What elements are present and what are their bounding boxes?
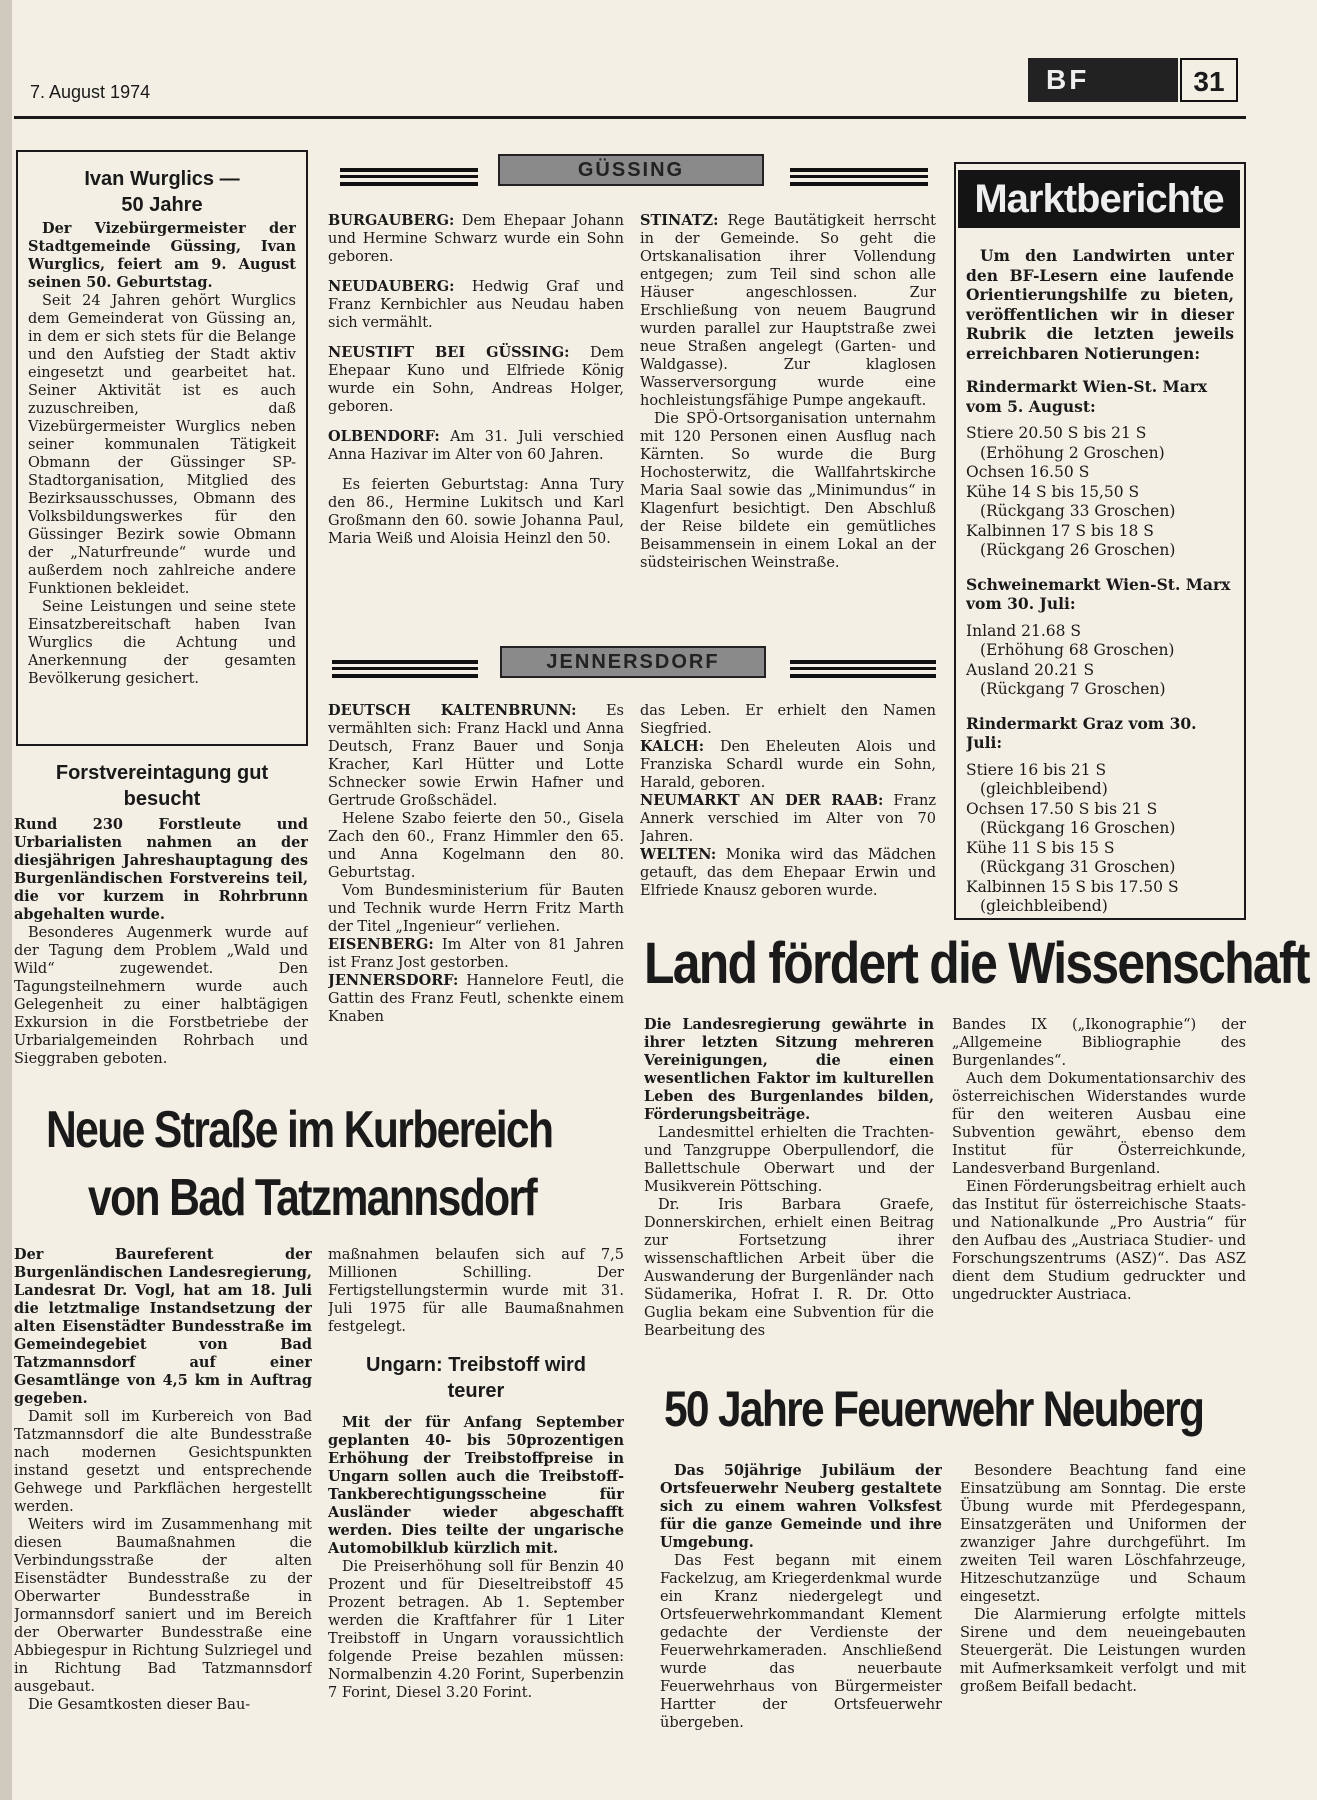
place-name: OLBENDORF: bbox=[328, 428, 440, 445]
place-name: NEUMARKT AN DER RAAB: bbox=[640, 792, 884, 809]
wissenschaft-headline: Land fördert die Wissenschaft bbox=[644, 931, 1309, 996]
guessing-column-2 bbox=[640, 212, 936, 622]
price-line: Ochsen 16.50 S bbox=[966, 463, 1090, 481]
price-change: (Erhöhung 2 Groschen) bbox=[980, 443, 1165, 462]
item-text: Es vermählten sich: Franz Hackl und Anna Deutsch, Franz Bauer und Sonja Kracher, Karl Hütter und Lotte Schnecker sowie Erwin Hafner und Gertrude Großschädel. bbox=[328, 703, 624, 809]
marktberichte-title: Marktberichte bbox=[958, 170, 1240, 228]
wurglics-headline bbox=[20, 166, 304, 218]
jennersdorf-item-neumarkt bbox=[640, 792, 936, 846]
item-text: Dem Ehepaar Kuno und Elfriede König wurde ein Sohn, Andreas Holger, geboren. bbox=[328, 345, 624, 415]
price-line: Stiere 16 bis 21 S bbox=[966, 760, 1107, 779]
ungarn-paragraph: Die Preiserhöhung soll für Benzin 40 Prozent und für Dieseltreibstoff 45 Prozent betragen. Ab 1. September werden die Kraftfahrer für 1 Liter Treibstoff in Ungarn voraussichtlich folgende Preise bezahlen müssen: Normalbenzin 4.20 Forint, Superbenzin 7 Forint, Diesel 3.20 Forint. bbox=[328, 1559, 624, 1701]
ungarn-body bbox=[328, 1414, 624, 1790]
markt-heading: Schweinemarkt Wien-St. Marx vom 30. Juli: bbox=[966, 574, 1231, 613]
strasse-paragraph: Weiters wird im Zusammenhang mit diesen Baumaßnahmen die Verbindungsstraße der alten Eisenstädter Bundesstraße zu der Oberwarter Bundesstraße in Jormannsdorf saniert und im Bereich der Oberwarter Bundesstraße eine Abbiegespur in Richtung Sulzriegel und in Richtung Bad Tatzmannsdorf ausgebaut. bbox=[14, 1517, 312, 1695]
guessing-item-neudauberg bbox=[328, 278, 624, 332]
jennersdorf-item-kalch bbox=[640, 738, 936, 792]
feuerwehr-paragraph: Das Fest begann mit einem Fackelzug, am Kriegerdenkmal wurde ein Kranz niedergelegt und Ortsfeuerwehrkommandant Klement gedachte der Verdienste der Feuerwehrkameraden. Anschließend wurde das neuerbaute Feuerwehrhaus von Bürgermeister Hartter der Ortsfeuerwehr übergeben. bbox=[660, 1553, 942, 1731]
price-change: (gleichbleibend) bbox=[980, 897, 1108, 915]
item-text: Monika wird das Mädchen getauft, das dem Ehepaar Erwin und Elfriede Knausz geboren wurde. bbox=[640, 847, 936, 899]
feuerwehr-column-2 bbox=[960, 1462, 1246, 1782]
feuerwehr-lead: Das 50jährige Jubiläum der Ortsfeuerwehr Neuberg gestaltete sich zu einem wahren Volksfest für die ganze Gemeinde und ihre Umgebung. bbox=[660, 1462, 942, 1551]
feuerwehr-headline: 50 Jahre Feuerwehr Neuberg bbox=[664, 1381, 1204, 1437]
wissenschaft-paragraph: Auch dem Dokumentationsarchiv des österreichischen Widerstandes wurde für den weiteren Ausbau eine Subvention gewährt, ebenso dem Institut für Österreichkunde, Landesverband Burgenland. bbox=[952, 1071, 1246, 1177]
jennersdorf-rule-left bbox=[332, 660, 478, 678]
guessing-item-stinatz bbox=[640, 212, 936, 410]
strasse-lead: Der Baureferent der Burgenländischen Landesregierung, Landesrat Dr. Vogl, hat am 18. Juli die letztmalige Instandsetzung der alten Eisenstädter Bundesstraße im Gemeindegebiet von Bad Tatzmannsdorf auf einer Gesamtlänge von 4,5 km in Auftrag gegeben. bbox=[14, 1246, 312, 1407]
price-change: (Rückgang 16 Groschen) bbox=[980, 819, 1176, 837]
header-rule bbox=[14, 116, 1246, 119]
forst-lead: Rund 230 Forstleute und Urbarialisten nahmen an der diesjährigen Jahreshauptagung des Burgenländischen Forstvereins teil, die vor kurzem in Rohrbrunn abgehalten wurde. bbox=[14, 816, 308, 923]
price-change: (gleichbleibend) bbox=[980, 780, 1108, 798]
issue-date: 7. August 1974 bbox=[30, 82, 151, 102]
guessing-birthdays: Es feierten Geburtstag: Anna Tury den 86., Hermine Lukitsch und Karl Großmann den 60. sowie Johanna Paul, Maria Weiß und Aloisia Heinzl den 50. bbox=[328, 477, 624, 547]
strasse-column-1 bbox=[14, 1246, 312, 1782]
guessing-column-1 bbox=[328, 212, 624, 622]
strasse-paragraph: maßnahmen belaufen sich auf 7,5 Millionen Schilling. Der Fertigstellungstermin wurde mit 31. Juli 1975 für alle Baumaßnahmen festgelegt. bbox=[328, 1247, 624, 1335]
jennersdorf-column-2 bbox=[640, 702, 936, 922]
guessing-item-burgauberg bbox=[328, 212, 624, 266]
price-line: Kühe 14 S bis 15,50 S bbox=[966, 482, 1140, 501]
jennersdorf-item-welten bbox=[640, 846, 936, 900]
place-name: NEUSTIFT BEI GÜSSING: bbox=[328, 344, 570, 361]
jennersdorf-paragraph: Helene Szabo feierte den 50., Gisela Zach den 60., Franz Himmler den 65. und Anna Kogelmann den 80. Geburtstag. bbox=[328, 811, 624, 881]
jennersdorf-column-1 bbox=[328, 702, 624, 1094]
markt-intro: Um den Landwirten unter den BF-Lesern eine laufende Orientierungshilfe zu bieten, veröffentlichen wir in dieser Rubrik die letzten jeweils erreichbaren Notierungen: bbox=[966, 246, 1234, 363]
item-text: Dem Ehepaar Johann und Hermine Schwarz wurde ein Sohn geboren. bbox=[328, 213, 624, 265]
markt-heading: Rindermarkt Graz vom 30. Juli: bbox=[966, 713, 1197, 752]
jennersdorf-paragraph: Vom Bundesministerium für Bauten und Technik wurde Herrn Fritz Marth der Titel „Ingenieur“ verliehen. bbox=[328, 883, 624, 935]
forst-body bbox=[14, 816, 308, 1092]
price-line: Inland 21.68 S bbox=[966, 621, 1082, 640]
place-name: JENNERSDORF: bbox=[328, 972, 459, 989]
section-tag: BF bbox=[1046, 64, 1090, 95]
price-change: (Erhöhung 68 Groschen) bbox=[980, 641, 1175, 659]
item-text: Am 31. Juli verschied Anna Hazivar im Alter von 60 Jahren. bbox=[328, 429, 624, 463]
price-line: Kühe 11 S bis 15 S bbox=[966, 838, 1115, 857]
price-change: (Rückgang 33 Groschen) bbox=[980, 502, 1176, 520]
strasse-headline-line2: von Bad Tatzmannsdorf bbox=[88, 1169, 537, 1227]
markt-heading: Rindermarkt Wien-St. Marx vom 5. August: bbox=[966, 377, 1208, 416]
wurglics-lead: Der Vizebürgermeister der Stadtgemeinde Güssing, Ivan Wurglics, feiert am 9. August seinen 50. Geburtstag. bbox=[28, 220, 296, 291]
place-name: DEUTSCH KALTENBRUNN: bbox=[328, 702, 577, 719]
feuerwehr-paragraph: Besondere Beachtung fand eine Einsatzübung am Sonntag. Die erste Übung wurde mit Pferdegespann, Einsatzgeräten und Uniformen der zwanziger Jahre durchgeführt. Im zweiten Teil waren Löschfahrzeuge, Hitzeschutzanzüge und Schaum eingesetzt. bbox=[960, 1463, 1246, 1605]
strasse-headline-line1: Neue Straße im Kurbereich bbox=[46, 1101, 553, 1159]
wurglics-paragraph: Seit 24 Jahren gehört Wurglics dem Gemeinderat von Güssing an, in dem er sich stets für die Belange und den Aufstieg der Stadt aktiv eingesetzt und gearbeitet hat. Seiner Aktivität ist es auch zuzuschreiben, daß Vizebürgermeister Wurglics neben seiner kommunalen Tätigkeit Obmann der Güssinger SP-Stadtorganisation, Mitglied des Bezirksausschusses, Obmann des Volksbildungswerkes für den Güssinger Bezirk sowie Obmann der „Naturfreunde“ wurde und außerdem noch zahlreiche andere Funktionen bekleidet. bbox=[28, 293, 296, 597]
feuerwehr-paragraph: Die Alarmierung erfolgte mittels Sirene und dem neueingebauten Steuergerät. Die Leistungen wurden mit Aufmerksamkeit verfolgt und mit großem Beifall bedacht. bbox=[960, 1607, 1246, 1695]
strasse-paragraph: Die Gesamtkosten dieser Bau- bbox=[28, 1697, 251, 1713]
item-text: Hedwig Graf und Franz Kernbichler aus Neudau haben sich vermählt. bbox=[328, 279, 624, 331]
guessing-item-neustift bbox=[328, 344, 624, 416]
jennersdorf-item-deutsch-kaltenbrunn bbox=[328, 702, 624, 810]
wissenschaft-column-1 bbox=[644, 1016, 934, 1366]
item-text: Hannelore Feutl, die Gattin des Franz Feutl, schenkte einem Knaben bbox=[328, 973, 624, 1025]
price-line: Stiere 20.50 S bis 21 S bbox=[966, 424, 1147, 442]
forst-headline-line2: besucht bbox=[123, 788, 201, 810]
item-text: Rege Bautätigkeit herrscht in der Gemeinde. So geht die Ortskanalisation ihrer Vollendung entgegen; zum Teil sind schon alle Häuser angeschlossen. Zur Erschließung von neuem Baugrund wurden parallel zur Hauptstraße zwei neue Straßen angelegt (Garten- und Waldgasse). Zur klaglosen Wasserversorgung wurde eine hochleistungsfähige Pumpe angekauft. bbox=[640, 213, 936, 409]
page-edge bbox=[0, 0, 12, 1800]
strasse-paragraph: Damit soll im Kurbereich von Bad Tatzmannsdorf die alte Bundesstraße nach modernen Gesichtspunkten instand gesetzt und entsprechende Gehwege und Parkflächen hergestellt werden. bbox=[14, 1409, 312, 1515]
place-name: KALCH: bbox=[640, 738, 705, 755]
wissenschaft-paragraph: Dr. Iris Barbara Graefe, Donnerskirchen, erhielt einen Beitrag zur Fortsetzung ihrer wissenschaftlichen Arbeit über die Auswanderung der Burgenländer nach Südamerika, Hofrat I. R. Dr. Otto Guglia bekam eine Subvention für die Bearbeitung des bbox=[644, 1197, 934, 1339]
guessing-section-label: GÜSSING bbox=[498, 154, 764, 186]
price-change: (Rückgang 7 Groschen) bbox=[980, 680, 1166, 698]
price-change: (Rückgang 26 Groschen) bbox=[980, 541, 1176, 559]
forst-headline-line1: Forstvereintagung gut bbox=[55, 762, 269, 784]
wissenschaft-paragraph: Einen Förderungsbeitrag erhielt auch das Institut für österreichische Staats- und Nationalkunde „Pro Austria“ für den Aufbau des „Austriaca Studier- und Forschungszentrums (ASZ)“. Das ASZ dient dem Studium gedruckter und ungedruckter Austriaca. bbox=[952, 1179, 1246, 1303]
wissenschaft-column-2 bbox=[952, 1016, 1246, 1366]
wissenschaft-paragraph: Landesmittel erhielten die Trachten- und Tanzgruppe Oberpullendorf, die Ballettschule Oberwart und der Musikverein Pöttsching. bbox=[644, 1125, 934, 1195]
place-name: WELTEN: bbox=[640, 846, 717, 863]
price-line: Ochsen 17.50 S bis 21 S bbox=[966, 799, 1158, 818]
wurglics-paragraph: Seine Leistungen und seine stete Einsatzbereitschaft haben Ivan Wurglics die Achtung und Anerkennung der gesamten Bevölkerung gesichert. bbox=[28, 599, 296, 687]
guessing-item-olbendorf bbox=[328, 428, 624, 464]
place-name: NEUDAUBERG: bbox=[328, 278, 455, 295]
jennersdorf-item-jennersdorf bbox=[328, 972, 624, 1026]
ungarn-lead: Mit der für Anfang September geplanten 40- bis 50prozentigen Erhöhung der Treibstoffpreise in Ungarn sollen auch die Treibstoff-Tankberechtigungsscheine für Ausländer wieder abgeschafft werden. Dies teilte der ungarische Automobilklub kürzlich mit. bbox=[328, 1414, 624, 1557]
wissenschaft-lead: Die Landesregierung gewährte in ihrer letzten Sitzung mehreren Vereinigungen, die einen wesentlichen Faktor im kulturellen Leben des Burgenlandes bilden, Förderungsbeiträge. bbox=[644, 1016, 934, 1123]
forst-headline bbox=[16, 760, 308, 812]
jennersdorf-rule-right bbox=[790, 660, 936, 678]
place-name: BURGAUBERG: bbox=[328, 212, 455, 229]
item-text: Franz Annerk verschied im Alter von 70 Jahren. bbox=[640, 793, 936, 845]
wurglics-headline-line2: 50 Jahre bbox=[121, 194, 203, 216]
ungarn-headline-line2: teurer bbox=[447, 1380, 505, 1402]
page-number: 31 bbox=[1180, 58, 1238, 102]
ungarn-headline-line1: Ungarn: Treibstoff wird bbox=[366, 1354, 586, 1376]
feuerwehr-column-1 bbox=[660, 1462, 942, 1782]
wissenschaft-paragraph: Bandes IX („Ikonographie“) der „Allgemeine Bibliographie des Burgenlandes“. bbox=[952, 1017, 1246, 1069]
price-line: Kalbinnen 17 S bis 18 S bbox=[966, 521, 1154, 540]
jennersdorf-section-label: JENNERSDORF bbox=[500, 646, 766, 678]
strasse-column-2 bbox=[328, 1246, 624, 1346]
price-line: Kalbinnen 15 S bis 17.50 S bbox=[966, 877, 1179, 896]
place-name: STINATZ: bbox=[640, 212, 719, 229]
jennersdorf-continuation: das Leben. Er erhielt den Namen Siegfried. bbox=[640, 703, 936, 737]
marktberichte-body bbox=[966, 246, 1234, 916]
wurglics-headline-line1: Ivan Wurglics — bbox=[84, 168, 240, 190]
price-change: (Rückgang 31 Groschen) bbox=[980, 858, 1176, 876]
place-name: EISENBERG: bbox=[328, 936, 434, 953]
ungarn-headline bbox=[328, 1352, 624, 1404]
item-text: Den Eheleuten Alois und Franziska Schardl wurde ein Sohn, Harald, geboren. bbox=[640, 739, 936, 791]
wurglics-body bbox=[28, 220, 296, 740]
item-text: Im Alter von 81 Jahren ist Franz Jost gestorben. bbox=[328, 937, 624, 971]
price-line: Ausland 20.21 S bbox=[966, 660, 1095, 679]
stinatz-paragraph: Die SPÖ-Ortsorganisation unternahm mit 120 Personen einen Ausflug nach Kärnten. So wurde die Burg Hochosterwitz, die Wallfahrtskirche Maria Saal sowie das „Minimundus“ in Klagenfurt besichtigt. Den Abschluß der Reise bildete ein gemütliches Beisammensein in einem Lokal an der südsteirischen Weinstraße. bbox=[640, 411, 936, 571]
guessing-rule-right bbox=[790, 168, 928, 186]
jennersdorf-item-eisenberg bbox=[328, 936, 624, 972]
forst-paragraph: Besonderes Augenmerk wurde auf der Tagung dem Problem „Wald und Wild“ zugewendet. Den Tagungsteilnehmern wurde auch Gelegenheit zu einer halbtägigen Exkursion in die Forstbetriebe der Urbarialgemeinden Rohrbach und Sieggraben geboten. bbox=[14, 925, 308, 1067]
guessing-rule-left bbox=[340, 168, 478, 186]
